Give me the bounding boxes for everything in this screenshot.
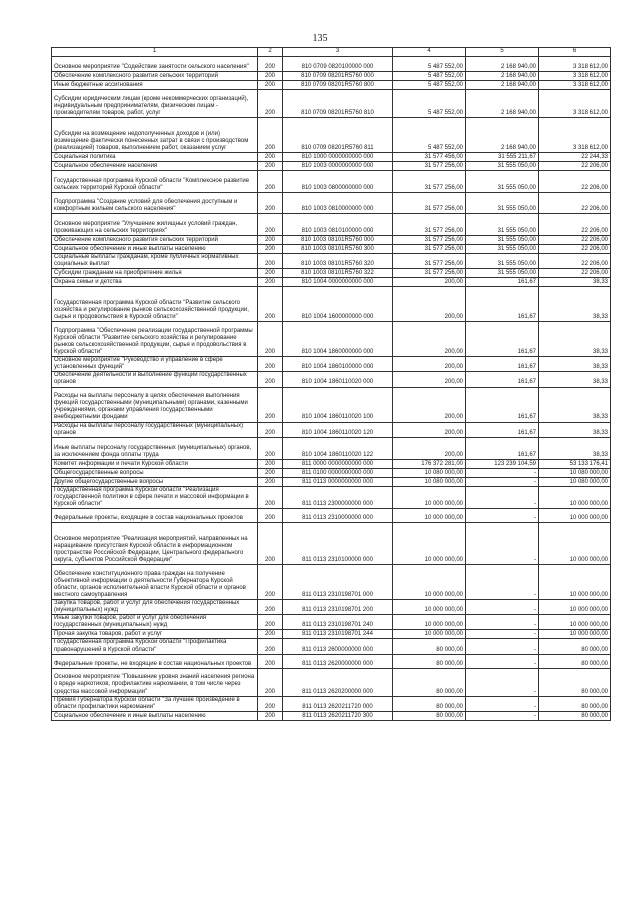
row-name: Закупка товаров, работ и услуг для обеспечения государственных (муниципальных) нужд (52, 600, 258, 615)
row-budget-code: 810 1004 1860100000 000 (283, 357, 393, 372)
row-name: Премия Губернатора Курской области "За лучшее произведение в области профилактики наркомании" (52, 696, 258, 711)
row-budget-code: 810 1003 08101R5760 320 (283, 254, 393, 269)
row-budget-code: 811 0113 2310198701 240 (283, 615, 393, 630)
table-row (52, 193, 611, 214)
row-name: Государственная программа Курской области "Развитие сельского хозяйства и регулирование рынков сельскохозяйственной продукции, сырья и продовольствия в Курской области" (52, 287, 258, 322)
row-fact-amount: - (466, 600, 539, 615)
row-budget-code: 811 0113 0000000000 000 (283, 477, 393, 486)
table-row (52, 654, 611, 668)
table-row (52, 565, 611, 600)
row-grbs-code: 200 (258, 711, 283, 720)
row-budget-code: 810 1004 1860000000 000 (283, 322, 393, 357)
row-name: Обеспечение деятельности и выполнение функций государственных органов (52, 372, 258, 387)
row-fact-amount: - (466, 486, 539, 508)
table-row (52, 278, 611, 287)
row-rest-amount: 3 318 612,00 (539, 72, 611, 81)
row-budget-code: 811 0113 2310000000 000 (283, 509, 393, 523)
row-grbs-code: 200 (258, 278, 283, 287)
row-grbs-code: 200 (258, 322, 283, 357)
row-plan-amount: 10 000 000,00 (393, 486, 466, 508)
table-row (52, 245, 611, 254)
row-fact-amount: 161,67 (466, 322, 539, 357)
table-row (52, 639, 611, 654)
row-fact-amount: 31 555 050,00 (466, 245, 539, 254)
row-grbs-code: 200 (258, 57, 283, 72)
table-row (52, 711, 611, 720)
row-budget-code: 810 1003 08101R5760 000 (283, 236, 393, 245)
row-grbs-code: 200 (258, 287, 283, 322)
row-budget-code: 810 1004 1600000000 000 (283, 287, 393, 322)
row-plan-amount: 31 577 256,00 (393, 193, 466, 214)
table-row (52, 254, 611, 269)
column-number: 1 (52, 48, 258, 57)
table-row (52, 269, 611, 278)
row-grbs-code: 200 (258, 630, 283, 639)
row-name: Расходы на выплаты персоналу в целях обеспечения выполнения функций государственными (муниципальными) органами, казенными учреждениями, органами управления государственными внебюджетными фондами (52, 387, 258, 422)
table-row (52, 153, 611, 162)
row-fact-amount: 161,67 (466, 387, 539, 422)
row-budget-code: 811 0113 2310198701 200 (283, 600, 393, 615)
row-grbs-code: 200 (258, 118, 283, 153)
row-name: Социальное обеспечение населения (52, 162, 258, 171)
row-rest-amount: 80 000,00 (539, 639, 611, 654)
row-name: Основное мероприятие "Руководство и управление в сфере установленных функций" (52, 357, 258, 372)
row-grbs-code: 200 (258, 387, 283, 422)
table-row (52, 118, 611, 153)
row-grbs-code: 200 (258, 372, 283, 387)
table-row (52, 57, 611, 72)
row-fact-amount: 31 555 050,00 (466, 171, 539, 193)
row-fact-amount: - (466, 509, 539, 523)
table-row (52, 387, 611, 422)
row-name: Государственная программа Курской области "Комплексное развитие сельских территорий Курской области" (52, 171, 258, 193)
row-rest-amount: 38,33 (539, 422, 611, 437)
row-rest-amount: 38,33 (539, 372, 611, 387)
row-fact-amount: - (466, 468, 539, 477)
row-budget-code: 811 0113 2310100000 000 (283, 523, 393, 565)
row-grbs-code: 200 (258, 269, 283, 278)
row-plan-amount: 10 000 000,00 (393, 509, 466, 523)
row-grbs-code: 200 (258, 193, 283, 214)
row-plan-amount: 200,00 (393, 322, 466, 357)
row-plan-amount: 5 487 552,00 (393, 118, 466, 153)
row-rest-amount: 22 206,00 (539, 245, 611, 254)
row-grbs-code: 200 (258, 565, 283, 600)
row-rest-amount: 22 244,33 (539, 153, 611, 162)
row-plan-amount: 10 000 000,00 (393, 630, 466, 639)
row-grbs-code: 200 (258, 236, 283, 245)
column-number: 6 (539, 48, 611, 57)
row-fact-amount: - (466, 523, 539, 565)
row-name: Подпрограмма "Обеспечение реализации государственной программы Курской области "Развитие сельского хозяйства и регулирование рынков сельскохозяйственной продукции, сырья и продовольствия в Курской области" (52, 322, 258, 357)
table-row (52, 81, 611, 90)
column-number-row (52, 48, 611, 57)
row-plan-amount: 5 487 552,00 (393, 90, 466, 118)
row-fact-amount: - (466, 668, 539, 696)
row-rest-amount: 80 000,00 (539, 668, 611, 696)
row-grbs-code: 200 (258, 668, 283, 696)
row-grbs-code: 200 (258, 81, 283, 90)
row-rest-amount: 22 206,00 (539, 236, 611, 245)
row-rest-amount: 38,33 (539, 287, 611, 322)
row-fact-amount: 2 168 940,00 (466, 90, 539, 118)
row-budget-code: 810 1004 1860110020 000 (283, 372, 393, 387)
row-name: Иные закупки товаров, работ и услуг для обеспечения государственных (муниципальных) нужд (52, 615, 258, 630)
row-budget-code: 810 1003 0810000000 000 (283, 193, 393, 214)
table-row (52, 615, 611, 630)
table-row (52, 509, 611, 523)
row-grbs-code: 200 (258, 422, 283, 437)
table-row (52, 600, 611, 615)
row-budget-code: 810 1004 1860110020 122 (283, 437, 393, 459)
row-rest-amount: 53 133 176,41 (539, 459, 611, 468)
row-fact-amount: - (466, 654, 539, 668)
column-number: 3 (283, 48, 393, 57)
row-name: Государственная программа Курской области "Реализация государственной политики в сфере печати и массовой информации в Курской области" (52, 486, 258, 508)
row-name: Субсидии юридическим лицам (кроме некоммерческих организаций), индивидуальным предпринимателям, физическим лицам - производителям товаров, работ, услуг (52, 90, 258, 118)
row-fact-amount: 31 555 050,00 (466, 193, 539, 214)
row-fact-amount: - (466, 565, 539, 600)
row-plan-amount: 10 080 000,00 (393, 468, 466, 477)
table-row (52, 171, 611, 193)
table-row (52, 214, 611, 236)
row-plan-amount: 200,00 (393, 287, 466, 322)
table-row (52, 236, 611, 245)
row-rest-amount: 10 000 000,00 (539, 523, 611, 565)
row-plan-amount: 31 577 256,00 (393, 245, 466, 254)
row-rest-amount: 10 080 000,00 (539, 468, 611, 477)
row-rest-amount: 38,33 (539, 357, 611, 372)
row-plan-amount: 31 577 256,00 (393, 269, 466, 278)
row-rest-amount: 22 206,00 (539, 214, 611, 236)
row-rest-amount: 22 206,00 (539, 171, 611, 193)
row-plan-amount: 31 577 256,00 (393, 214, 466, 236)
table-row (52, 468, 611, 477)
row-grbs-code: 200 (258, 477, 283, 486)
row-plan-amount: 80 000,00 (393, 668, 466, 696)
row-rest-amount: 22 206,00 (539, 269, 611, 278)
row-grbs-code: 200 (258, 254, 283, 269)
row-budget-code: 810 1003 08101R5760 300 (283, 245, 393, 254)
table-row (52, 422, 611, 437)
row-budget-code: 811 0113 2300000000 000 (283, 486, 393, 508)
row-fact-amount: 31 555 050,00 (466, 214, 539, 236)
row-fact-amount: 31 555 050,00 (466, 254, 539, 269)
row-budget-code: 810 1000 0000000000 000 (283, 153, 393, 162)
row-grbs-code: 200 (258, 696, 283, 711)
row-name: Прочая закупка товаров, работ и услуг (52, 630, 258, 639)
row-grbs-code: 200 (258, 615, 283, 630)
table-row (52, 287, 611, 322)
row-name: Комитет информации и печати Курской области (52, 459, 258, 468)
table-row (52, 523, 611, 565)
row-grbs-code: 200 (258, 459, 283, 468)
row-plan-amount: 200,00 (393, 422, 466, 437)
row-budget-code: 810 1003 0000000000 000 (283, 162, 393, 171)
row-fact-amount: - (466, 639, 539, 654)
row-plan-amount: 10 000 000,00 (393, 523, 466, 565)
row-plan-amount: 31 577 256,00 (393, 254, 466, 269)
row-budget-code: 811 0113 2620200000 000 (283, 668, 393, 696)
table-row (52, 486, 611, 508)
row-plan-amount: 200,00 (393, 372, 466, 387)
row-name: Государственная программа Курской области "Профилактика правонарушений в Курской области" (52, 639, 258, 654)
row-budget-code: 811 0100 0000000000 000 (283, 468, 393, 477)
row-fact-amount: - (466, 696, 539, 711)
row-plan-amount: 10 000 000,00 (393, 565, 466, 600)
row-grbs-code: 200 (258, 509, 283, 523)
row-budget-code: 810 1003 0800000000 000 (283, 171, 393, 193)
row-budget-code: 810 0709 08201R5760 000 (283, 72, 393, 81)
table-row (52, 630, 611, 639)
row-grbs-code: 200 (258, 654, 283, 668)
row-budget-code: 811 0113 2620000000 000 (283, 654, 393, 668)
row-plan-amount: 80 000,00 (393, 654, 466, 668)
row-name: Иные выплаты персоналу государственных (муниципальных) органов, за исключением фонда оплаты труда (52, 437, 258, 459)
row-budget-code: 810 1003 08101R5760 322 (283, 269, 393, 278)
row-name: Обеспечение конституционного права граждан на получение объективной информации о деятельности Губернатора Курской области, органов исполнительной власти Курской области и органов местного самоуправления (52, 565, 258, 600)
row-plan-amount: 31 577 456,00 (393, 153, 466, 162)
table-row (52, 668, 611, 696)
row-grbs-code: 200 (258, 357, 283, 372)
row-name: Социальные выплаты гражданам, кроме публичных нормативных социальных выплат (52, 254, 258, 269)
row-name: Общегосударственные вопросы (52, 468, 258, 477)
table-row (52, 696, 611, 711)
row-name: Подпрограмма "Создание условий для обеспечения доступным и комфортным жильем сельского населения" (52, 193, 258, 214)
row-name: Обеспечение комплексного развития сельских территорий (52, 72, 258, 81)
row-fact-amount: - (466, 477, 539, 486)
row-rest-amount: 80 000,00 (539, 654, 611, 668)
row-rest-amount: 3 318 612,00 (539, 57, 611, 72)
row-rest-amount: 10 000 000,00 (539, 615, 611, 630)
row-budget-code: 811 0113 2600000000 000 (283, 639, 393, 654)
table-row (52, 372, 611, 387)
row-budget-code: 811 0113 2310198701 000 (283, 565, 393, 600)
row-budget-code: 810 0709 08201R5760 811 (283, 118, 393, 153)
row-rest-amount: 10 000 000,00 (539, 486, 611, 508)
row-plan-amount: 10 000 000,00 (393, 615, 466, 630)
row-budget-code: 811 0113 2620211720 300 (283, 711, 393, 720)
row-grbs-code: 200 (258, 162, 283, 171)
row-grbs-code: 200 (258, 639, 283, 654)
row-fact-amount: 31 555 050,00 (466, 236, 539, 245)
row-grbs-code: 200 (258, 523, 283, 565)
row-fact-amount: - (466, 711, 539, 720)
row-budget-code: 811 0000 0000000000 000 (283, 459, 393, 468)
row-plan-amount: 80 000,00 (393, 639, 466, 654)
row-rest-amount: 80 000,00 (539, 696, 611, 711)
row-budget-code: 811 0113 2310198701 244 (283, 630, 393, 639)
row-rest-amount: 38,33 (539, 437, 611, 459)
row-fact-amount: 161,67 (466, 278, 539, 287)
row-fact-amount: - (466, 615, 539, 630)
row-plan-amount: 80 000,00 (393, 696, 466, 711)
row-fact-amount: 2 168 940,00 (466, 81, 539, 90)
row-grbs-code: 200 (258, 245, 283, 254)
row-rest-amount: 3 318 612,00 (539, 81, 611, 90)
row-budget-code: 810 0709 08201R5760 810 (283, 90, 393, 118)
row-fact-amount: 31 555 211,67 (466, 153, 539, 162)
row-name: Иные бюджетные ассигнования (52, 81, 258, 90)
row-name: Федеральные проекты, входящие в состав национальных проектов (52, 509, 258, 523)
row-grbs-code: 200 (258, 214, 283, 236)
row-name: Социальная политика (52, 153, 258, 162)
row-grbs-code: 200 (258, 90, 283, 118)
row-name: Основное мероприятие "Реализация мероприятий, направленных на наращивание присутствия Курской области в информационном пространстве Российской Федерации, Центрального федерального округа, субъектов Российской Федерации" (52, 523, 258, 565)
row-plan-amount: 31 577 256,00 (393, 236, 466, 245)
row-plan-amount: 5 487 552,00 (393, 72, 466, 81)
row-budget-code: 810 0709 08201R5760 800 (283, 81, 393, 90)
row-budget-code: 810 1004 0000000000 000 (283, 278, 393, 287)
row-rest-amount: 80 000,00 (539, 711, 611, 720)
row-rest-amount: 38,33 (539, 322, 611, 357)
row-name: Основное мероприятие "Содействие занятости сельского населения" (52, 57, 258, 72)
row-rest-amount: 10 000 000,00 (539, 600, 611, 615)
row-budget-code: 810 1004 1860110020 100 (283, 387, 393, 422)
row-fact-amount: 123 239 104,59 (466, 459, 539, 468)
row-plan-amount: 5 487 552,00 (393, 81, 466, 90)
row-fact-amount: 161,67 (466, 357, 539, 372)
row-rest-amount: 22 206,00 (539, 162, 611, 171)
row-fact-amount: 2 168 940,00 (466, 57, 539, 72)
row-grbs-code: 200 (258, 600, 283, 615)
table-row (52, 459, 611, 468)
row-fact-amount: 31 555 050,00 (466, 269, 539, 278)
table-row (52, 437, 611, 459)
row-plan-amount: 176 372 281,00 (393, 459, 466, 468)
row-plan-amount: 200,00 (393, 357, 466, 372)
column-number: 2 (258, 48, 283, 57)
row-plan-amount: 31 577 256,00 (393, 162, 466, 171)
row-name: Социальное обеспечение и иные выплаты населению (52, 245, 258, 254)
row-plan-amount: 200,00 (393, 387, 466, 422)
row-name: Обеспечение комплексного развития сельских территорий (52, 236, 258, 245)
row-rest-amount: 22 206,00 (539, 254, 611, 269)
row-fact-amount: 161,67 (466, 372, 539, 387)
row-plan-amount: 31 577 256,00 (393, 171, 466, 193)
row-name: Охрана семьи и детства (52, 278, 258, 287)
row-grbs-code: 200 (258, 72, 283, 81)
row-name: Субсидии гражданам на приобретение жилья (52, 269, 258, 278)
row-rest-amount: 3 318 612,00 (539, 90, 611, 118)
table-row (52, 322, 611, 357)
row-fact-amount: 2 168 940,00 (466, 118, 539, 153)
row-rest-amount: 10 000 000,00 (539, 630, 611, 639)
row-name: Основное мероприятие "Повышение уровня знаний населения региона о вреде наркотиков, профилактике наркомании, в том числе через средства массовой информации" (52, 668, 258, 696)
row-name: Социальное обеспечение и иные выплаты населению (52, 711, 258, 720)
row-plan-amount: 10 000 000,00 (393, 600, 466, 615)
table-row (52, 357, 611, 372)
row-budget-code: 810 0709 0820100000 000 (283, 57, 393, 72)
row-rest-amount: 3 318 612,00 (539, 118, 611, 153)
row-grbs-code: 200 (258, 153, 283, 162)
row-grbs-code: 200 (258, 171, 283, 193)
row-fact-amount: - (466, 630, 539, 639)
row-rest-amount: 10 000 000,00 (539, 509, 611, 523)
table-row (52, 90, 611, 118)
row-rest-amount: 38,33 (539, 387, 611, 422)
budget-table (51, 47, 611, 721)
table-row (52, 72, 611, 81)
row-grbs-code: 200 (258, 486, 283, 508)
row-plan-amount: 200,00 (393, 437, 466, 459)
row-grbs-code: 200 (258, 437, 283, 459)
row-fact-amount: 2 168 940,00 (466, 72, 539, 81)
row-name: Основное мероприятие "Улучшение жилищных условий граждан, проживающих на сельских территориях" (52, 214, 258, 236)
table-row (52, 477, 611, 486)
table-row (52, 162, 611, 171)
column-number: 5 (466, 48, 539, 57)
row-fact-amount: 161,67 (466, 437, 539, 459)
row-name: Другие общегосударственные вопросы (52, 477, 258, 486)
row-rest-amount: 22 206,00 (539, 193, 611, 214)
column-number: 4 (393, 48, 466, 57)
row-plan-amount: 10 080 000,00 (393, 477, 466, 486)
row-name: Субсидии на возмещение недополученных доходов и (или) возмещение фактически понесенных затрат в связи с производством (реализацией) товаров, выполнением работ, оказанием услуг (52, 118, 258, 153)
row-budget-code: 810 1004 1860110020 120 (283, 422, 393, 437)
row-grbs-code: 200 (258, 468, 283, 477)
row-rest-amount: 10 080 000,00 (539, 477, 611, 486)
row-rest-amount: 10 000 000,00 (539, 565, 611, 600)
page-number: 135 (312, 33, 328, 44)
row-name: Расходы на выплаты персоналу государственных (муниципальных) органов (52, 422, 258, 437)
row-fact-amount: 31 555 050,00 (466, 162, 539, 171)
row-budget-code: 811 0113 2620211720 000 (283, 696, 393, 711)
row-budget-code: 810 1003 0810100000 000 (283, 214, 393, 236)
row-name: Федеральные проекты, не входящие в состав национальных проектов (52, 654, 258, 668)
row-plan-amount: 80 000,00 (393, 711, 466, 720)
row-plan-amount: 5 487 552,00 (393, 57, 466, 72)
row-plan-amount: 200,00 (393, 278, 466, 287)
row-fact-amount: 161,67 (466, 422, 539, 437)
row-rest-amount: 38,33 (539, 278, 611, 287)
row-fact-amount: 161,67 (466, 287, 539, 322)
